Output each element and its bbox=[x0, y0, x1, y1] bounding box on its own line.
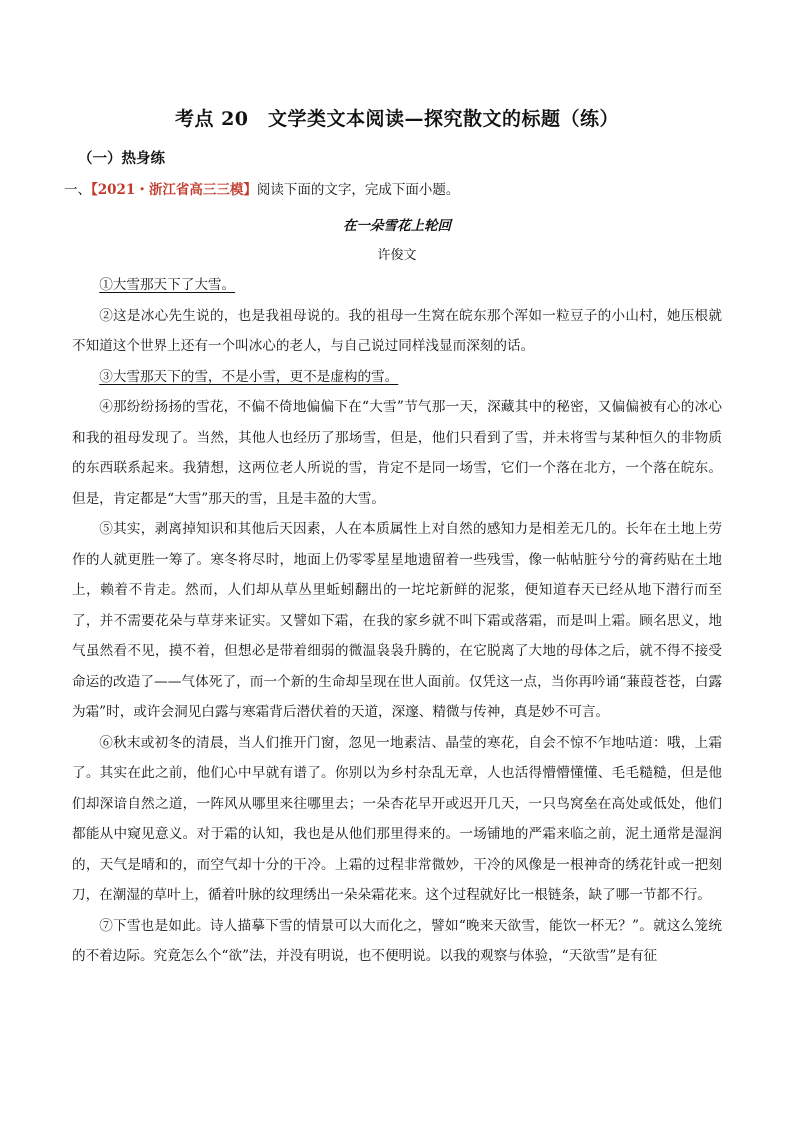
paragraph-3 bbox=[72, 362, 722, 393]
paragraph-3-text: ③大雪那天下的雪，不是小雪，更不是虚构的雪。 bbox=[99, 368, 399, 385]
question-source: 【2021・浙江省高三三模】 bbox=[91, 182, 257, 198]
paragraph-4: ④那纷纷扬扬的雪花，不偏不倚地偏偏下在“大雪”节气那一天，深藏其中的秘密，又偏偏被有心的冰心和我的祖母发现了。当然，其他人也经历了那场雪，但是，他们只看到了雪，并未将雪与某种恒久的非物质的东西联系起来。我猜想，这两位老人所说的雪，肯定不是同一场雪，它们一个落在北方，一个落在皖东。但是，肯定都是“大雪”那天的雪，且是丰盈的大雪。 bbox=[72, 399, 722, 507]
paragraph-6: ⑥秋末或初冬的清晨，当人们推开门窗，忽见一地素洁、晶莹的寒花，自会不惊不乍地咕道：哦，上霜了。其实在此之前，他们心中早就有谱了。你别以为乡村杂乱无章，人也活得懵懵懂懂、毛毛糙糙，但是他们却深谙自然之道，一阵风从哪里来往哪里去；一朵杏花早开或迟开几天，一只鸟窝垒在高处或低处，他们都能从中窥见意义。对于霜的认知，我也是从他们那里得来的。一场铺地的严霜来临之前，泥土通常是湿润的，天气是晴和的，而空气却十分的干冷。上霜的过程非常微妙，干冷的风像是一根神奇的绣花针或一把刻刀，在潮湿的草叶上，循着叶脉的纹理绣出一朵朵霜花来。这个过程就好比一根链条，缺了哪一节都不行。 bbox=[72, 734, 722, 903]
paragraph-5: ⑤其实，剥离掉知识和其他后天因素，人在本质属性上对自然的感知力是相差无几的。长年在土地上劳作的人就更胜一筹了。寒冬将尽时，地面上仍零零星星地遗留着一些残雪，像一帖帖脏兮兮的膏药贴在土地上，赖着不肯走。然而，人们却从草丛里蚯蚓翻出的一坨坨新鲜的泥浆，便知道春天已经从地下潜行而至了，并不需要花朵与草芽来证实。又譬如下霜，在我的家乡就不叫下霜或落霜，而是叫上霜。顾名思义，地气虽然看不见，摸不着，但想必是带着细弱的微温袅袅升腾的，在它脱离了大地的母体之后，就不得不接受命运的改造了——气体死了，而一个新的生命却呈现在世人面前。仅凭这一点，当你再吟诵“蒹葭苍苍，白露为霜”时，或许会洞见白露与寒霜背后潜伏着的天道，深邃、精微与传神，真是妙不可言。 bbox=[72, 521, 722, 720]
paragraph-2: ②这是冰心先生说的，也是我祖母说的。我的祖母一生窝在皖东那个浑如一粒豆子的小山村，她压根就不知道这个世界上还有一个叫冰心的老人，与自己说过同样浅显而深刻的话。 bbox=[72, 307, 722, 354]
question-instruction: 阅读下面的文字，完成下面小题。 bbox=[256, 182, 460, 198]
paragraph-7: ⑦下雪也是如此。诗人描摹下雪的情景可以大而化之，譬如“晚来天欲雪，能饮一杯无？”。就这么笼统的不着边际。究竟怎么个“欲”法，并没有明说，也不便明说。以我的观察与体验，“天欲雪”是有征 bbox=[72, 917, 722, 964]
question-number: 一、 bbox=[64, 182, 91, 198]
article-author: 许俊文 bbox=[377, 248, 417, 263]
article-title: 在一朵雪花上轮回 bbox=[343, 218, 451, 234]
article-body bbox=[72, 270, 722, 972]
question-line bbox=[64, 178, 459, 198]
section-heading: （一）热身练 bbox=[78, 150, 165, 167]
page-title: 考点 20 文学类文本阅读—探究散文的标题（练） bbox=[174, 108, 620, 130]
paragraph-1 bbox=[72, 270, 722, 301]
paragraph-1-text: ①大雪那天下了大雪。 bbox=[99, 277, 236, 293]
